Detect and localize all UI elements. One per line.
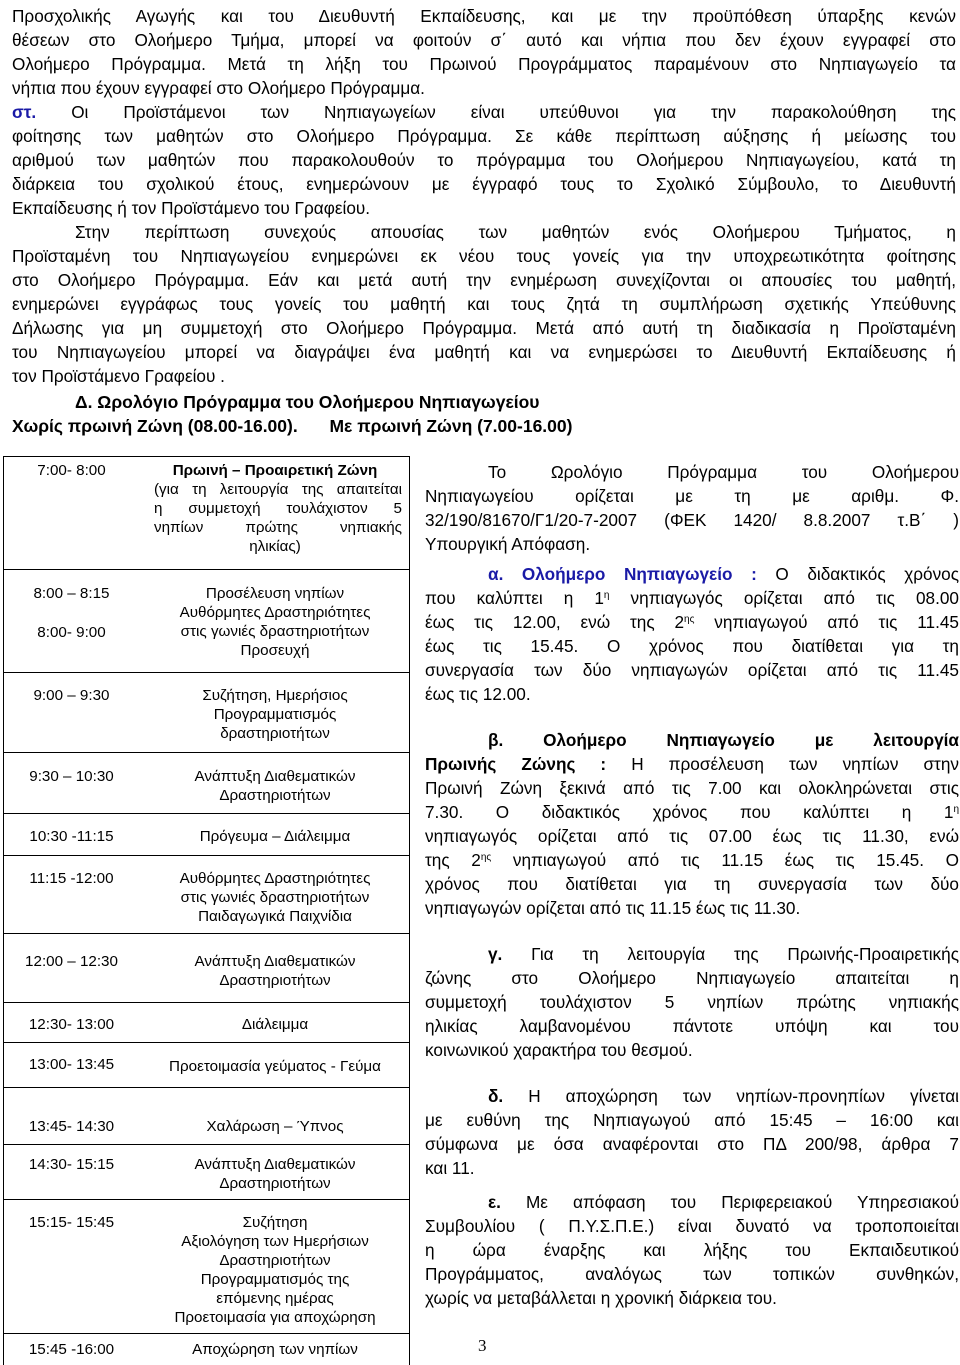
schedule-activity: Ανάπτυξη Διαθεματικών bbox=[194, 1156, 356, 1173]
section-g-line: γ. Για τη λειτουργία της Πρωινής-Προαιρετικής bbox=[488, 944, 959, 964]
schedule-time: 14:30- 15:15 bbox=[28, 1156, 115, 1173]
schedule-activity: επόμενης ημέρας bbox=[216, 1290, 334, 1307]
schedule-time: 9:30 – 10:30 bbox=[29, 768, 114, 785]
schedule-time: 8:00- 9:00 bbox=[37, 624, 106, 641]
right-column bbox=[425, 456, 959, 1310]
section-a-label: α. Ολοήμερο Νηπιαγωγείο : bbox=[488, 564, 757, 584]
para-st-line: διάρκεια του σχολικού έτους, ενημερώνουν με έγγραφό τους το Σχολικό Σύμβουλο, το Διευθυντή bbox=[12, 174, 956, 194]
section-d-line: δ. Η αποχώρηση των νηπίων-προνηπίων γίνεται bbox=[488, 1086, 959, 1106]
schedule-activity: Χαλάρωση – Ύπνος bbox=[206, 1118, 344, 1135]
section-a-line: έως τις 12.00, ενώ της $2^{\eta\varsigma}$ νηπιαγωγού από τις 11.45 bbox=[425, 612, 959, 632]
section-e-line: Προγράμματος, αναλόγως των τοπικών συνθηκών, bbox=[425, 1264, 959, 1284]
schedule-time: 12:30- 13:00 bbox=[28, 1016, 115, 1033]
section-e-line: ε. Με απόφαση του Περιφερειακού Υπηρεσιακού bbox=[488, 1192, 959, 1212]
section-d-line: με ευθύνη της Νηπιαγωγού από 15:45 – 16:00 και bbox=[425, 1110, 959, 1130]
schedule-activity: Προετοιμασία για αποχώρηση bbox=[174, 1309, 376, 1326]
schedule-activity: Ανάπτυξη Διαθεματικών bbox=[194, 768, 356, 785]
schedule-activity: Ανάπτυξη Διαθεματικών bbox=[194, 953, 356, 970]
absence-line: Δήλωσης για μη συμμετοχή στο Ολοήμερο Πρόγραμμα. Μετά από αυτή τη διαδικασία η Προϊσταμένη bbox=[12, 318, 956, 338]
schedule-activity: Δραστηριοτήτων bbox=[219, 972, 331, 989]
section-d-line: και 11. bbox=[425, 1158, 475, 1178]
intro-line: Ολοήμερο Πρόγραμμα. Μετά τη λήξη του Πρωινού Προγράμματος παραμένουν στο Νηπιαγωγείο τα bbox=[12, 54, 956, 74]
schedule-time: 13:45- 14:30 bbox=[28, 1118, 115, 1135]
schedule-heading-1: Δ. Ωρολόγιο Πρόγραμμα του Ολοήμερου Νηπιαγωγείου bbox=[75, 392, 540, 412]
section-b-label: β. Ολοήμερο Νηπιαγωγείο με λειτουργία bbox=[488, 730, 959, 750]
right-intro-line: Το Ωρολόγιο Πρόγραμμα του Ολοήμερου bbox=[488, 462, 959, 482]
section-b-line: 7.30. Ο διδακτικός χρόνος που καλύπτει η $1^\eta$ bbox=[425, 802, 959, 822]
absence-line: Προϊσταμένη του Νηπιαγωγείου ενημερώνει εκ νέου τους γονείς για την υποχρεωτικότητα φοίτησης bbox=[12, 246, 956, 266]
schedule-activity: Αυθόρμητες Δραστηριότητες bbox=[179, 870, 371, 887]
section-a-line: έως τις 12.00. bbox=[425, 684, 531, 704]
schedule-time: 11:15 -12:00 bbox=[29, 870, 114, 887]
schedule-activity: Αποχώρηση των νηπίων bbox=[192, 1341, 358, 1358]
section-e-line: Συμβουλίου ( Π.Υ.Σ.Π.Ε.) είναι δυνατό να τροποποιείται bbox=[425, 1216, 959, 1236]
heading-without-zone: Χωρίς πρωινή Ζώνη (08.00-16.00). bbox=[12, 416, 298, 436]
schedule-activity: Προγραμματισμός bbox=[213, 706, 337, 723]
section-b-line: της $2^{\eta\varsigma}$ νηπιαγωγού από τις 11.15 έως τις 15.45. Ο bbox=[425, 850, 959, 870]
para-st-line: φοίτησης των μαθητών στο Ολοήμερο Πρόγραμμα. Σε κάθε περίπτωση αύξησης ή μείωσης του bbox=[12, 126, 956, 146]
schedule-activity: Πρόγευμα – Διάλειμμα bbox=[199, 828, 351, 845]
intro-line: νήπια που έχουν εγγραφεί στο Ολοήμερο Πρόγραμμα. bbox=[12, 78, 425, 98]
section-a-line: συνεργασία των δύο νηπιαγωγών ορίζεται από τις 11.45 bbox=[425, 660, 959, 680]
schedule-activity-title: Πρωινή – Προαιρετική Ζώνη bbox=[172, 462, 378, 479]
intro-line: Προσχολικής Αγωγής και του Διευθυντή Εκπαίδευσης, και με την προϋπόθεση ύπαρξης κενών bbox=[12, 6, 956, 26]
right-intro-line: 32/190/81670/Γ1/20-7-2007 (ΦΕΚ 1420/ 8.8.2007 τ.Β΄ ) bbox=[425, 510, 959, 530]
schedule-activity: η συμμετοχή τουλάχιστον 5 bbox=[154, 500, 402, 517]
heading-with-zone: Με πρωινή Ζώνη (7.00-16.00) bbox=[329, 416, 573, 436]
section-b-line: νηπιαγωγών ορίζεται από τις 11.15 έως τις 11.30. bbox=[425, 898, 801, 918]
schedule-activity: στις γωνιές δραστηριοτήτων bbox=[180, 889, 370, 906]
section-g-label: γ. bbox=[488, 944, 503, 964]
para-st-line: Εκπαίδευσης ή τον Προϊστάμενο του Γραφείου. bbox=[12, 198, 371, 218]
schedule-heading-2 bbox=[12, 414, 572, 438]
para-st-text: Οι Προϊστάμενοι των Νηπιαγωγείων είναι υπεύθυνοι για την παρακολούθηση της bbox=[36, 102, 956, 122]
section-b-line: χρόνος που διατίθεται για τη συνεργασία των δύο bbox=[425, 874, 959, 894]
right-intro-line: Νηπιαγωγείου ορίζεται με τη με αριθμ. Φ. bbox=[425, 486, 959, 506]
section-b-line: Πρωινής Ζώνης : Η προσέλευση των νηπίων στην bbox=[425, 754, 959, 774]
schedule-time: 15:15- 15:45 bbox=[28, 1214, 115, 1231]
section-d-line: σύμφωνα με όσα αναφέρονται στο ΠΔ 200/98, άρθρα 7 bbox=[425, 1134, 959, 1154]
schedule-activity: Δραστηριοτήτων bbox=[219, 1252, 331, 1269]
schedule-time: 8:00 – 8:15 bbox=[33, 585, 110, 602]
section-g-line: ζώνης στο Ολοήμερο Νηπιαγωγείο απαιτείται η bbox=[425, 968, 959, 988]
section-e-label: ε. bbox=[488, 1192, 501, 1212]
schedule-activity: Αξιολόγηση των Ημερήσιων bbox=[181, 1233, 369, 1250]
section-g-line: ηλικίας λαμβανομένου πάντοτε υπόψη και του bbox=[425, 1016, 959, 1036]
section-e-line: η ώρα έναρξης και λήξης του Εκπαιδευτικού bbox=[425, 1240, 959, 1260]
schedule-activity: Προσέλευση νηπίων bbox=[205, 585, 345, 602]
section-a-line: α. Ολοήμερο Νηπιαγωγείο : Ο διδακτικός χρόνος bbox=[488, 564, 960, 584]
schedule-time: 12:00 – 12:30 bbox=[25, 953, 118, 970]
section-g-line: συμμετοχή τουλάχιστον 5 νηπίων πρώτης νηπιακής bbox=[425, 992, 959, 1012]
section-d-label: δ. bbox=[488, 1086, 504, 1106]
schedule-activity: (για τη λειτουργία της απαιτείται bbox=[154, 481, 402, 498]
schedule-activity: Προγραμματισμός της bbox=[200, 1271, 350, 1288]
schedule-time: 9:00 – 9:30 bbox=[33, 687, 110, 704]
para-st-marker: στ. bbox=[12, 102, 37, 122]
schedule-activity: Δραστηριοτήτων bbox=[219, 787, 331, 804]
section-a-line: έως τις 15.45. Ο χρόνος που διατίθεται για τη bbox=[425, 636, 959, 656]
section-b-label-line bbox=[425, 728, 959, 752]
schedule-activity: Προσευχή bbox=[240, 642, 310, 659]
intro-line: θέσεων στο Ολοήμερο Τμήμα, μπορεί να φοιτούν σ΄ αυτό και νήπια που δεν έχουν εγγραφεί στο bbox=[12, 30, 956, 50]
schedule-time: 13:00- 13:45 bbox=[28, 1056, 115, 1073]
schedule-activity: Συζήτηση bbox=[242, 1214, 308, 1231]
schedule-activity: Συζήτηση, Ημερήσιος bbox=[202, 687, 348, 704]
schedule-activity: νηπίων πρώτης νηπιακής bbox=[154, 519, 402, 536]
absence-line: στο Ολοήμερο Πρόγραμμα. Εάν και μετά αυτή την ενημέρωση συνεχίζονται οι απουσίες του μαθητή, bbox=[12, 270, 956, 290]
right-intro-line: Υπουργική Απόφαση. bbox=[425, 534, 591, 554]
schedule-time: 10:30 -11:15 bbox=[29, 828, 114, 845]
schedule-activity: Διάλειμμα bbox=[241, 1016, 309, 1033]
section-b-line: Πρωινή Ζώνη ξεκινά από τις 7.00 και ολοκληρώνεται στις bbox=[425, 778, 959, 798]
schedule-activity: Παιδαγωγικά Παιχνίδια bbox=[198, 908, 352, 925]
schedule-table bbox=[3, 456, 410, 1365]
page-number: 3 bbox=[478, 1336, 487, 1355]
schedule-time: 7:00- 8:00 bbox=[37, 462, 106, 479]
absence-line: Στην περίπτωση συνεχούς απουσίας των μαθητών ενός Ολοήμερου Τμήματος, η bbox=[75, 222, 956, 242]
section-b-line: νηπιαγωγός ορίζεται από τις 07.00 έως τις 11.30, ενώ bbox=[425, 826, 959, 846]
section-a-line: που καλύπτει η $1^\eta$ νηπιαγωγός ορίζεται από τις 08.00 bbox=[425, 588, 959, 608]
schedule-activity: ηλικίας) bbox=[249, 538, 301, 555]
schedule-time: 15:45 -16:00 bbox=[28, 1341, 115, 1358]
schedule-activity: Δραστηριοτήτων bbox=[219, 1175, 331, 1192]
schedule-activity: στις γωνιές δραστηριοτήτων bbox=[180, 623, 370, 640]
para-st-line-1 bbox=[12, 100, 956, 124]
schedule-activity: δραστηριοτήτων bbox=[220, 725, 330, 742]
para-st-line: αριθμού των μαθητών που παρακολουθούν το πρόγραμμα του Ολοήμερου Νηπιαγωγείου, κατά τη bbox=[12, 150, 956, 170]
section-g-line: κοινωνικού χαρακτήρα του θεσμού. bbox=[425, 1040, 693, 1060]
schedule-activity: Αυθόρμητες Δραστηριότητες bbox=[179, 604, 371, 621]
section-e-line: χωρίς να μεταβάλλεται η χρονική διάρκεια του. bbox=[425, 1288, 777, 1308]
absence-line: του Νηπιαγωγείου μπορεί να διαγράψει ένα μαθητή και να ενημερώσει το Διευθυντή Εκπαίδευσης ή bbox=[12, 342, 956, 362]
schedule-activity: Προετοιμασία γεύματος - Γεύμα bbox=[169, 1058, 381, 1075]
absence-line: τον Προϊστάμενο Γραφείου . bbox=[12, 366, 225, 386]
absence-line: ενημερώνει εγγράφως τους γονείς του μαθητή και τους ζητά τη συμπλήρωση σχετικής Υπεύθυνης bbox=[12, 294, 956, 314]
